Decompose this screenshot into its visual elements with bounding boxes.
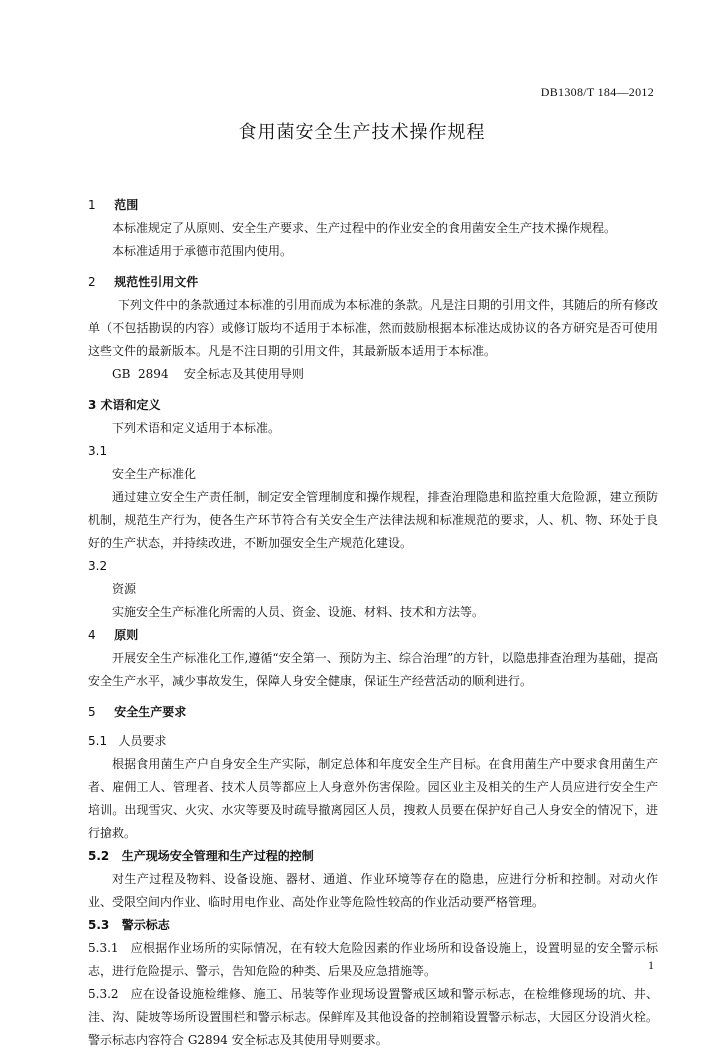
section-5-3-heading: 5.3 警示标志 bbox=[88, 918, 170, 932]
section-1-paragraph-2: 本标准适用于承德市范围内使用。 bbox=[112, 244, 293, 258]
term-3-1-definition: 通过建立安全生产责任制，制定安全管理制度和操作规程，排查治理隐患和监控重大危险源，建立预防机制，规范生产行为，使各生产环节符合有关安全生产法律法规和标准规范的要求，人、机、物、环处于良好的生产状态，并持续改进，不断加强安全生产规范化建设。 bbox=[88, 490, 658, 550]
section-1-title: 范围 bbox=[114, 198, 139, 212]
section-2-paragraph: 下列文件中的条款通过本标准的引用而成为本标准的条款。凡是注日期的引用文件，其随后的所有修改单（不包括勘误的内容）或修订版均不适用于本标准，然而鼓励根据本标准达成协议的各方研究是否可使用这些文件的最新版本。凡是不注日期的引用文件，其最新版本适用于本标准。 bbox=[88, 298, 659, 358]
section-1-paragraph-1: 本标准规定了从原则、安全生产要求、生产过程中的作业安全的食用菌安全生产技术操作规程。 bbox=[112, 221, 617, 235]
section-5-heading bbox=[88, 701, 658, 724]
section-4-paragraph: 开展安全生产标准化工作,遵循“安全第一、预防为主、综合治理”的方针，以隐患排查治理为基础，提高安全生产水平，减少事故发生，保障人身安全健康，保证生产经营活动的顺利进行。 bbox=[88, 651, 658, 688]
section-5-3-2-paragraph: 5.3.2 应在设备设施检维修、施工、吊装等作业现场设置警戒区域和警示标志，在检维修现场的坑、井、洼、沟、陡坡等场所设置围栏和警示标志。保鲜库及其他设备的控制箱设置警示标志，大园区分设消火栓。警示标志内容符合 G2894 安全标志及其使用导则要求。 bbox=[88, 987, 658, 1047]
section-1-number: 1 bbox=[88, 198, 96, 212]
section-3-heading: 3 术语和定义 bbox=[88, 398, 161, 412]
section-2-heading bbox=[88, 271, 658, 294]
section-5-number: 5 bbox=[88, 705, 96, 719]
section-4-heading bbox=[88, 624, 658, 647]
standard-code: DB1308/T 184—2012 bbox=[540, 85, 654, 99]
section-2-reference: GB 2894 安全标志及其使用导则 bbox=[112, 367, 304, 381]
section-2-number: 2 bbox=[88, 275, 96, 289]
section-5-title: 安全生产要求 bbox=[114, 705, 187, 719]
section-4-number: 4 bbox=[88, 628, 96, 642]
page-number: 1 bbox=[648, 958, 654, 972]
term-3-2-number: 3.2 bbox=[88, 559, 108, 573]
document-body bbox=[88, 186, 658, 1052]
term-3-1-number: 3.1 bbox=[88, 444, 108, 458]
term-3-2-name: 资源 bbox=[112, 582, 137, 596]
section-1-heading bbox=[88, 194, 658, 217]
section-5-1-heading: 5.1 人员要求 bbox=[88, 734, 167, 748]
document-title: 食用菌安全生产技术操作规程 bbox=[238, 122, 486, 143]
section-5-3-1-paragraph: 5.3.1 应根据作业场所的实际情况，在有较大危险因素的作业场所和设备设施上，设置明显的安全警示标志，进行危险提示、警示，告知危险的种类、后果及应急措施等。 bbox=[88, 941, 658, 978]
section-5-2-heading: 5.2 生产现场安全管理和生产过程的控制 bbox=[88, 849, 314, 863]
section-5-2-paragraph: 对生产过程及物料、设备设施、器材、通道、作业环境等存在的隐患，应进行分析和控制。对动火作业、受限空间内作业、临时用电作业、高处作业等危险性较高的作业活动要严格管理。 bbox=[88, 872, 658, 909]
section-5-1-paragraph: 根据食用菌生产户自身安全生产实际，制定总体和年度安全生产目标。在食用菌生产中要求食用菌生产者、雇佣工人、管理者、技术人员等都应上人身意外伤害保险。园区业主及相关的生产人员应进行安全生产培训。出现雪灾、火灾、水灾等要及时疏导撤离园区人员，搜救人员要在保护好自己人身安全的情况下，进行搶救。 bbox=[88, 757, 658, 840]
term-3-2-definition: 实施安全生产标准化所需的人员、资金、设施、材料、技术和方法等。 bbox=[112, 605, 485, 619]
section-2-title: 规范性引用文件 bbox=[114, 275, 199, 289]
section-3-intro: 下列术语和定义适用于本标准。 bbox=[112, 421, 281, 435]
term-3-1-name: 安全生产标准化 bbox=[112, 467, 197, 481]
section-4-title: 原则 bbox=[114, 628, 139, 642]
